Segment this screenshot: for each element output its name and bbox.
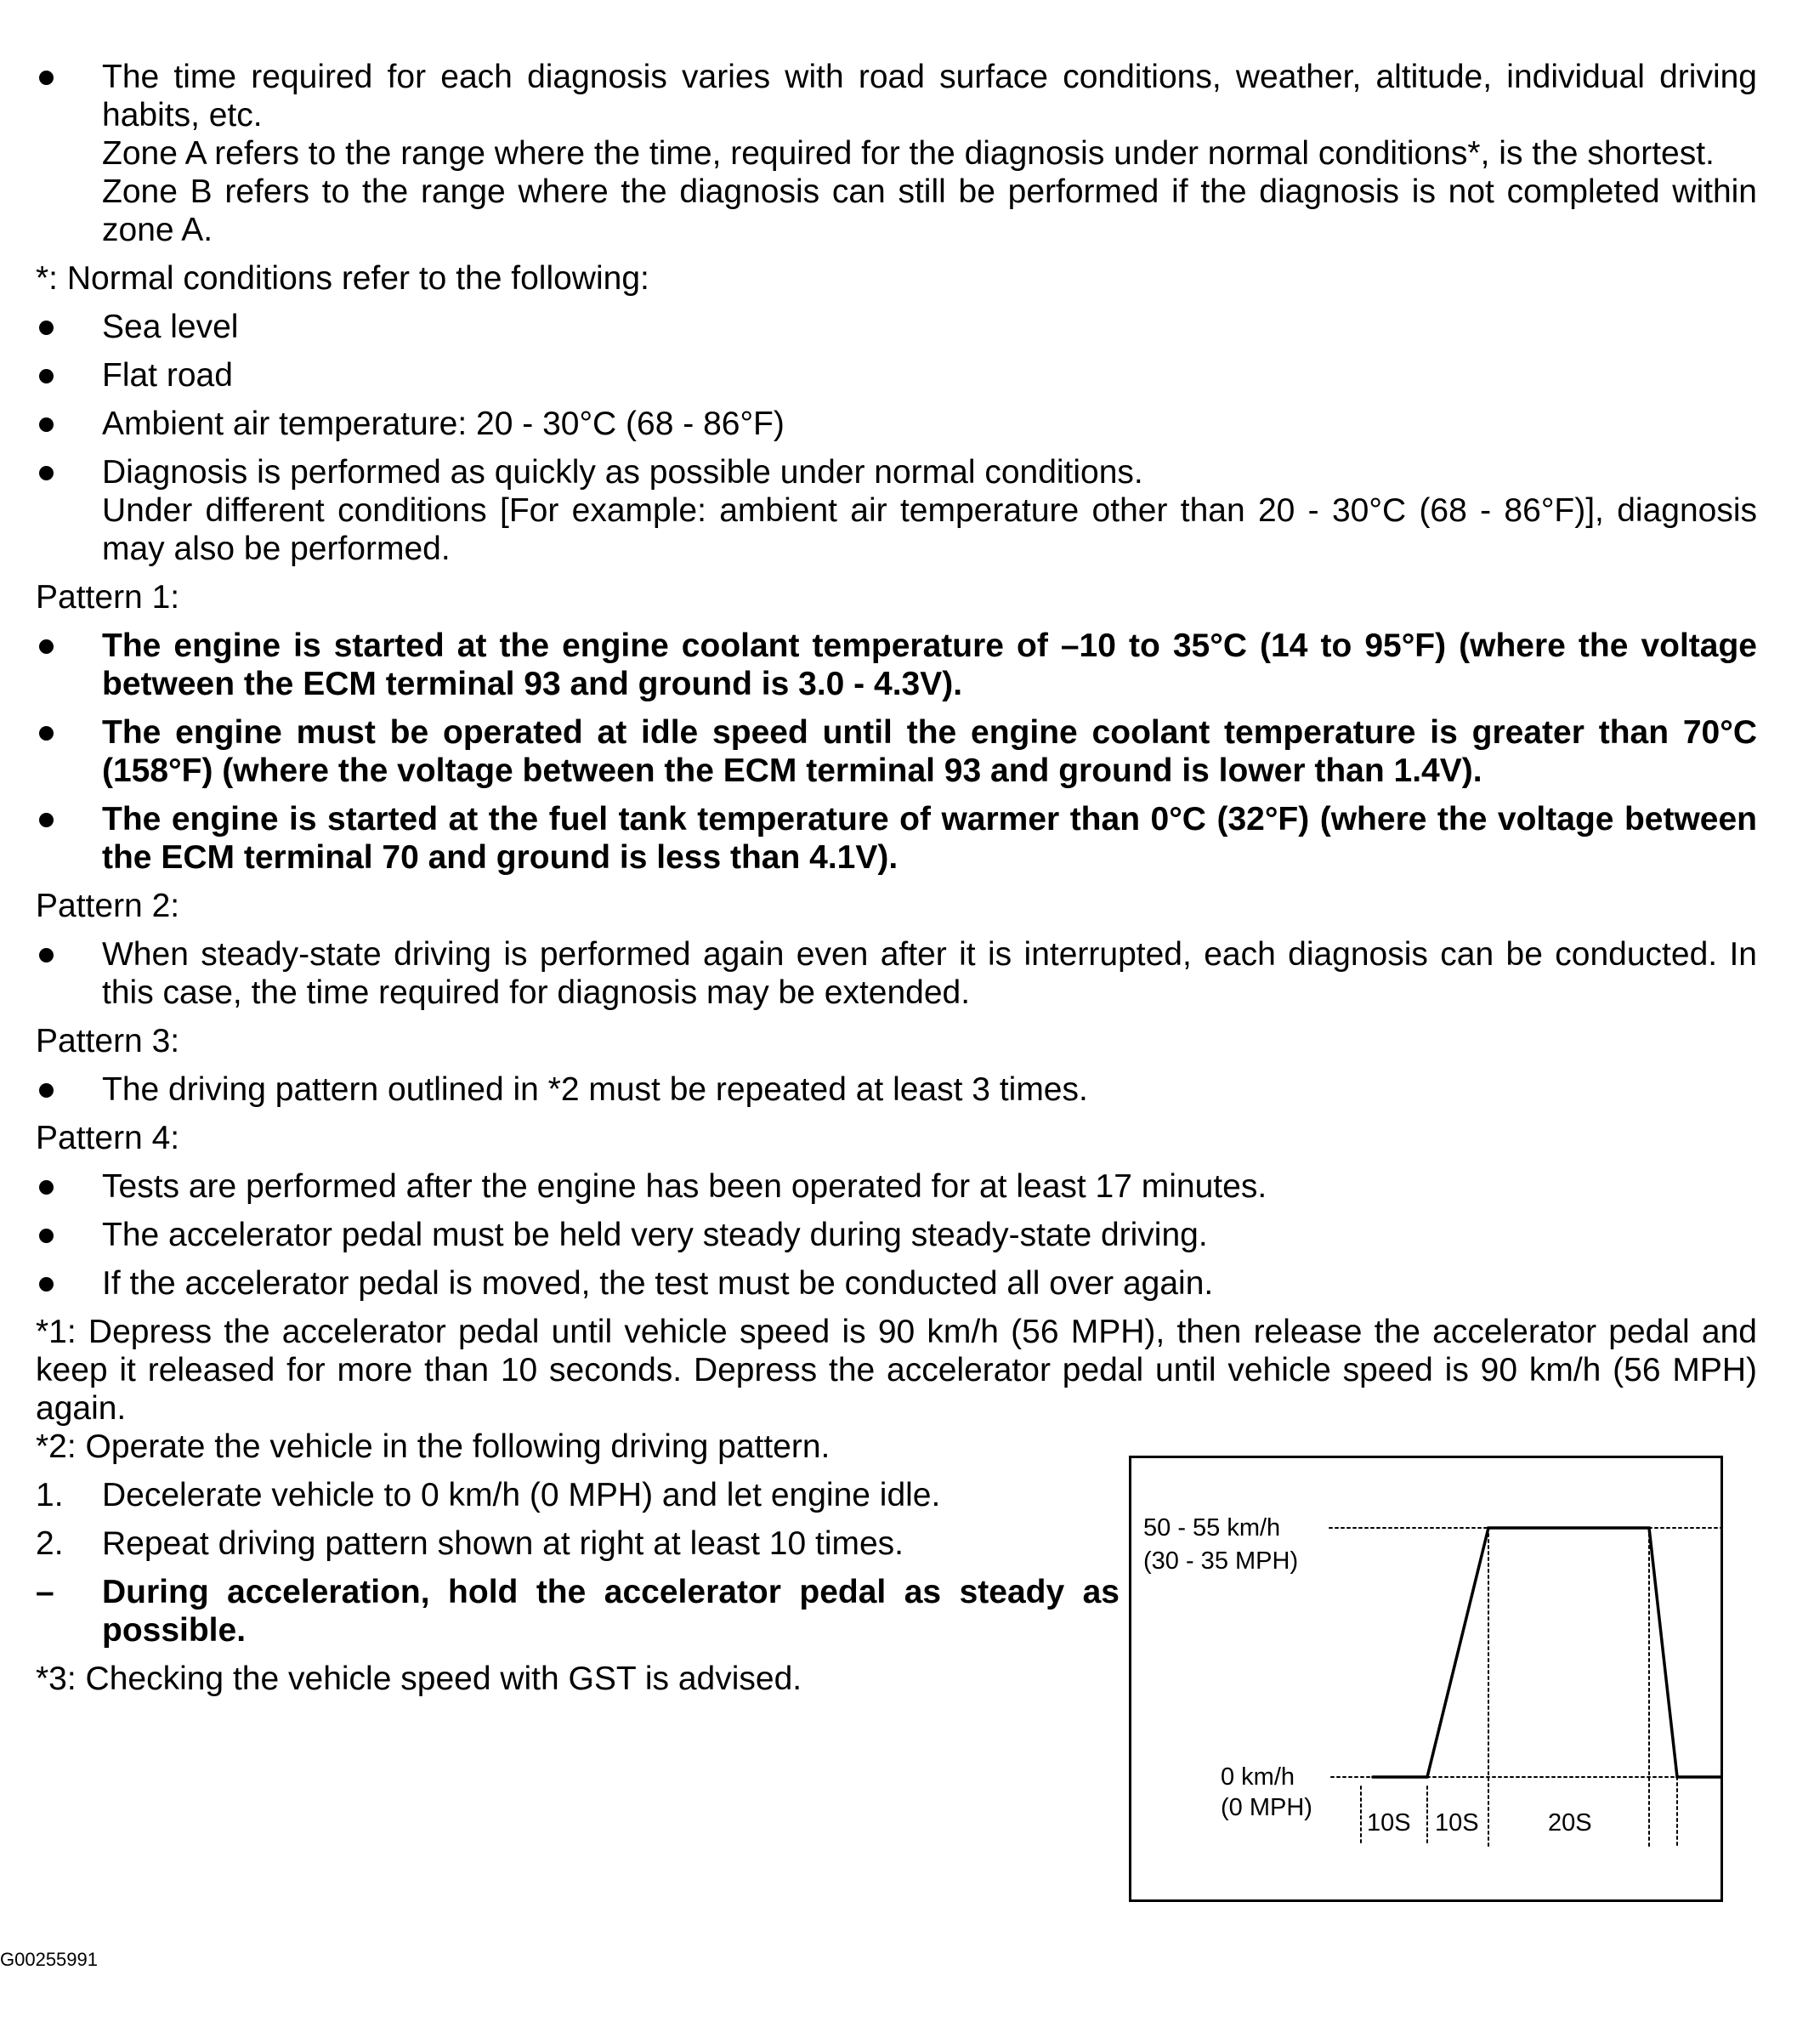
speed-profile-line [1373,1528,1720,1777]
bullet-icon [39,71,54,85]
pattern-3-item-text: The driving pattern outlined in *2 must be repeated at least 3 times. [102,1071,1088,1108]
dash-marker: – [36,1574,54,1610]
bullet-item [36,713,1757,790]
driving-pattern-diagram [1129,1456,1723,1902]
normal-item-text: Diagnosis is performed as quickly as possible under normal conditions. [102,454,1143,491]
notes-column [36,1428,1120,1698]
bullet-item [36,1070,1757,1109]
time-segment-label: 10S [1367,1809,1411,1837]
document-id: G00255991 [0,1949,98,1970]
bullet-item [36,58,1757,249]
bullet-icon [39,948,54,962]
bullet-item [36,405,1757,443]
time-segment-label: 20S [1548,1809,1592,1837]
bullet-icon [39,369,54,383]
time-segment-label: 10S [1435,1809,1479,1837]
pattern-3-heading: Pattern 3: [36,1023,180,1059]
bullet-item [36,453,1757,568]
bullet-icon [39,813,54,827]
bullet-icon [39,1083,54,1098]
bullet-icon [39,1229,54,1243]
pattern-1-item-text: The engine must be operated at idle speed until the engine coolant temperature is greater than 70°C (158°F) (where the voltage between the ECM terminal 93 and ground is lower than 1.4V). [102,714,1757,789]
bullet-item [36,800,1757,877]
step-number: 2. [36,1525,64,1562]
pattern-4-heading: Pattern 4: [36,1120,180,1156]
note-1-text: *1: Depress the accelerator pedal until vehicle speed is 90 km/h (56 MPH), then release the accelerator pedal and keep it released for more than 10 seconds. Depress the accelerator pedal until vehicle speed is 90 km/h (56 MPH) again. [36,1314,1757,1427]
zone-a-text: Zone A refers to the range where the time, required for the diagnosis under normal conditions*, is the shortest. [102,135,1715,172]
bullet-item [36,308,1757,346]
step-number: 1. [36,1477,64,1513]
bullet-item [36,1216,1757,1254]
bullet-icon [39,639,54,654]
normal-item-note: Under different conditions [For example: ambient air temperature other than 20 - 30°C (68 - 86°F)], diagnosis may also be performed. [102,492,1757,567]
dash-item [36,1573,1120,1649]
bullet-icon [39,321,54,335]
low-speed-mph-label: (0 MPH) [1221,1794,1312,1821]
dash-item-text: During acceleration, hold the accelerator pedal as steady as possible. [102,1574,1120,1649]
bullet-item [36,627,1757,703]
step-text: Repeat driving pattern shown at right at least 10 times. [102,1525,904,1562]
pattern-4-item-text: The accelerator pedal must be held very steady during steady-state driving. [102,1217,1208,1253]
note-2-text: *2: Operate the vehicle in the following driving pattern. [36,1428,830,1465]
bullet-icon [39,466,54,480]
pattern-2-heading: Pattern 2: [36,888,180,924]
pattern-1-item-text: The engine is started at the fuel tank temperature of warmer than 0°C (32°F) (where the voltage between the ECM terminal 70 and ground is less than 4.1V). [102,801,1757,876]
numbered-step [36,1476,1120,1514]
bullet-item [36,935,1757,1012]
numbered-step [36,1524,1120,1563]
intro-bullet-text: The time required for each diagnosis varies with road surface conditions, weather, altitude, individual driving habits, etc. [102,59,1757,133]
pattern-1-heading: Pattern 1: [36,579,180,616]
bullet-icon [39,726,54,741]
note-3-text: *3: Checking the vehicle speed with GST is advised. [36,1661,802,1697]
bullet-item [36,1167,1757,1206]
bottom-section [36,1428,1757,1837]
normal-item-text: Ambient air temperature: 20 - 30°C (68 - 86°F) [102,406,785,442]
pattern-2-item-text: When steady-state driving is performed again even after it is interrupted, each diagnosis can be conducted. In this case, the time required for diagnosis may be extended. [102,936,1757,1011]
document-body [36,58,1757,1837]
normal-item-text: Flat road [102,357,233,394]
pattern-4-item-text: If the accelerator pedal is moved, the test must be conducted all over again. [102,1265,1214,1302]
bullet-icon [39,1180,54,1195]
high-speed-mph-label: (30 - 35 MPH) [1143,1547,1299,1575]
high-speed-label: 50 - 55 km/h [1143,1514,1281,1542]
normal-conditions-heading: *: Normal conditions refer to the following: [36,260,649,297]
bullet-icon [39,1277,54,1292]
zone-b-text: Zone B refers to the range where the diagnosis can still be performed if the diagnosis is not completed within zone A. [102,173,1757,248]
normal-item-text: Sea level [102,309,239,345]
pattern-4-item-text: Tests are performed after the engine has been operated for at least 17 minutes. [102,1168,1267,1205]
bullet-item [36,1264,1757,1303]
step-text: Decelerate vehicle to 0 km/h (0 MPH) and let engine idle. [102,1477,941,1513]
pattern-1-item-text: The engine is started at the engine coolant temperature of –10 to 35°C (14 to 95°F) (where the voltage between the ECM terminal 93 and ground is 3.0 - 4.3V). [102,627,1757,702]
bullet-item [36,356,1757,395]
bullet-icon [39,417,54,432]
low-speed-label: 0 km/h [1221,1763,1295,1791]
